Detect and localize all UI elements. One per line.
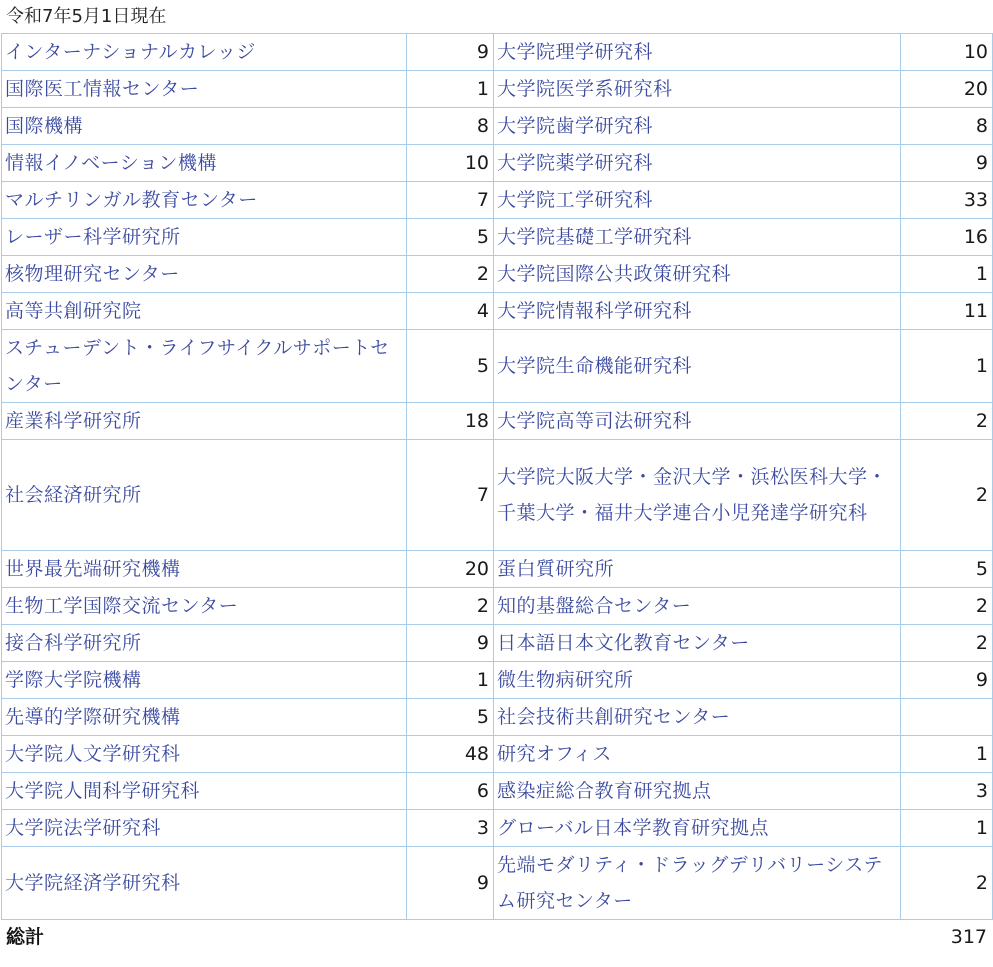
table-row [2,662,993,699]
right-org-count: 16 [901,219,993,256]
table-row [2,551,993,588]
left-org-name: マルチリンガル教育センター [2,182,407,219]
right-org-name: 大学院大阪大学・金沢大学・浜松医科大学・千葉大学・福井大学連合小児発達学研究科 [494,440,901,551]
right-org-count: 2 [901,588,993,625]
right-org-name: 先端モダリティ・ドラッグデリバリーシステム研究センター [494,847,901,920]
right-org-name: 感染症総合教育研究拠点 [494,773,901,810]
right-org-name: 大学院情報科学研究科 [494,293,901,330]
right-org-count: 9 [901,145,993,182]
left-org-name: インターナショナルカレッジ [2,34,407,71]
left-org-count: 2 [407,256,494,293]
left-org-count: 3 [407,810,494,847]
left-org-name: 情報イノベーション機構 [2,145,407,182]
table-row [2,440,993,551]
table-row [2,108,993,145]
left-org-count: 4 [407,293,494,330]
right-org-count: 20 [901,71,993,108]
table-row [2,403,993,440]
table-row [2,810,993,847]
organization-count-table [1,33,993,920]
left-org-count: 9 [407,625,494,662]
left-org-count: 9 [407,34,494,71]
right-org-count: 10 [901,34,993,71]
left-org-count: 5 [407,330,494,403]
table-row [2,293,993,330]
right-org-name: 大学院理学研究科 [494,34,901,71]
right-org-count: 11 [901,293,993,330]
left-org-name: 大学院人文学研究科 [2,736,407,773]
left-org-count: 1 [407,71,494,108]
table-row [2,773,993,810]
left-org-name: 大学院法学研究科 [2,810,407,847]
left-org-name: 高等共創研究院 [2,293,407,330]
as-of-date: 令和7年5月1日現在 [6,6,167,27]
right-org-count: 2 [901,625,993,662]
right-org-count: 1 [901,330,993,403]
left-org-name: 大学院経済学研究科 [2,847,407,920]
left-org-count: 1 [407,662,494,699]
grand-total-row [0,921,993,954]
right-org-name: 大学院国際公共政策研究科 [494,256,901,293]
left-org-count: 5 [407,699,494,736]
left-org-count: 8 [407,108,494,145]
table-row [2,71,993,108]
right-org-name: 社会技術共創研究センター [494,699,901,736]
right-org-name: 大学院工学研究科 [494,182,901,219]
table-row [2,588,993,625]
grand-total-value: 317 [950,926,987,948]
table-row [2,699,993,736]
left-org-count: 7 [407,182,494,219]
left-org-count: 48 [407,736,494,773]
right-org-count [901,699,993,736]
left-org-name: 学際大学院機構 [2,662,407,699]
right-org-name: 研究オフィス [494,736,901,773]
table-row [2,34,993,71]
right-org-count: 3 [901,773,993,810]
right-org-name: グローバル日本学教育研究拠点 [494,810,901,847]
right-org-name: 蛋白質研究所 [494,551,901,588]
right-org-name: 大学院基礎工学研究科 [494,219,901,256]
right-org-count: 2 [901,847,993,920]
left-org-count: 18 [407,403,494,440]
left-org-count: 10 [407,145,494,182]
right-org-name: 大学院歯学研究科 [494,108,901,145]
left-org-count: 6 [407,773,494,810]
right-org-count: 2 [901,440,993,551]
right-org-name: 大学院薬学研究科 [494,145,901,182]
right-org-name: 知的基盤総合センター [494,588,901,625]
left-org-count: 2 [407,588,494,625]
right-org-name: 微生物病研究所 [494,662,901,699]
left-org-name: 先導的学際研究機構 [2,699,407,736]
left-org-name: 産業科学研究所 [2,403,407,440]
right-org-count: 1 [901,736,993,773]
left-org-name: 大学院人間科学研究科 [2,773,407,810]
left-org-name: 国際機構 [2,108,407,145]
right-org-count: 5 [901,551,993,588]
right-org-count: 2 [901,403,993,440]
table-row [2,330,993,403]
right-org-count: 9 [901,662,993,699]
table-row [2,847,993,920]
left-org-count: 7 [407,440,494,551]
table-row [2,736,993,773]
table-row [2,219,993,256]
left-org-name: 接合科学研究所 [2,625,407,662]
right-org-count: 1 [901,256,993,293]
left-org-name: 国際医工情報センター [2,71,407,108]
table-row [2,625,993,662]
left-org-name: スチューデント・ライフサイクルサポートセンター [2,330,407,403]
table-row [2,256,993,293]
grand-total-label: 総計 [6,926,45,948]
left-org-name: レーザー科学研究所 [2,219,407,256]
right-org-count: 8 [901,108,993,145]
left-org-name: 核物理研究センター [2,256,407,293]
left-org-count: 9 [407,847,494,920]
left-org-name: 世界最先端研究機構 [2,551,407,588]
right-org-count: 33 [901,182,993,219]
left-org-name: 社会経済研究所 [2,440,407,551]
table-row [2,145,993,182]
right-org-name: 大学院医学系研究科 [494,71,901,108]
right-org-count: 1 [901,810,993,847]
left-org-name: 生物工学国際交流センター [2,588,407,625]
left-org-count: 20 [407,551,494,588]
right-org-name: 日本語日本文化教育センター [494,625,901,662]
left-org-count: 5 [407,219,494,256]
table-row [2,182,993,219]
right-org-name: 大学院生命機能研究科 [494,330,901,403]
right-org-name: 大学院高等司法研究科 [494,403,901,440]
